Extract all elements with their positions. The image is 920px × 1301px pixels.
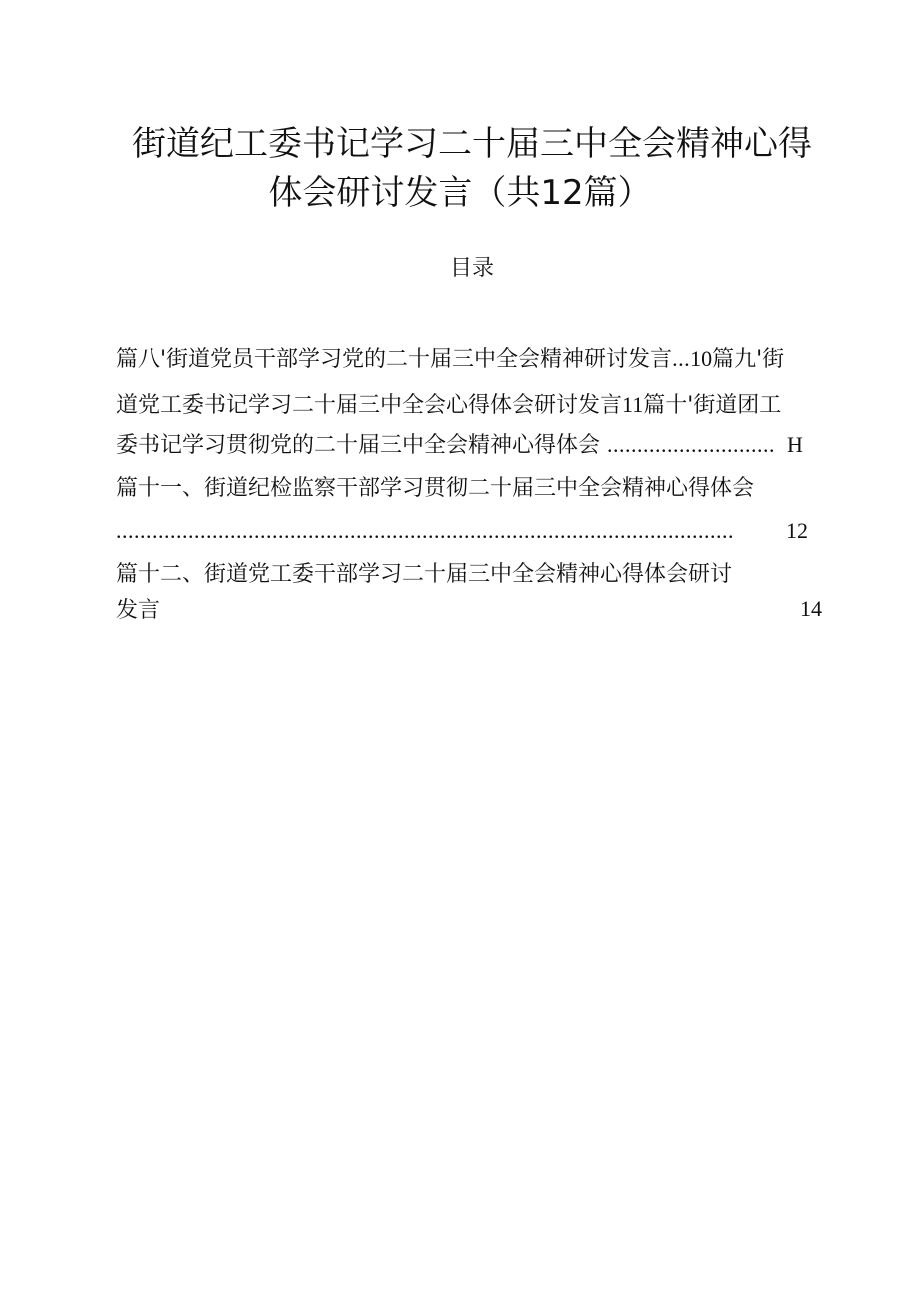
- toc-line: [116, 560, 732, 590]
- toc-page-number: 11: [622, 392, 644, 417]
- toc-line: [116, 596, 160, 626]
- toc-leader-dots: ............................: [607, 432, 776, 457]
- toc-line: [116, 474, 754, 504]
- toc-entry-text: 篇九'街: [712, 347, 785, 372]
- document-title-line-1: 街道纪工委书记学习二十届三中全会精神心得: [132, 124, 812, 164]
- toc-line: [116, 430, 775, 461]
- toc-entry-text: 篇八'街道党员干部学习党的二十届三中全会精神研讨发言: [116, 347, 673, 372]
- toc-entry-text: 篇十一、街道纪检监察干部学习贯彻二十届三中全会精神心得体会: [116, 476, 755, 501]
- toc-entry-text: 篇十'街道团工: [643, 393, 782, 418]
- toc-page-number: 10: [690, 346, 713, 371]
- toc-entry-text: 发言: [116, 598, 161, 623]
- toc-line: [116, 344, 784, 375]
- document-title-line-2: 体会研讨发言（共12篇）: [268, 173, 652, 213]
- toc-entry-text: 道党工委书记学习二十届三中全会心得体会研讨发言: [116, 393, 623, 418]
- toc-entry-text: 篇十二、街道党工委干部学习二十届三中全会精神心得体会研讨: [116, 562, 733, 587]
- toc-line: [116, 516, 734, 547]
- toc-leader-dots: ...: [672, 346, 691, 371]
- toc-page-number: 14: [800, 596, 822, 621]
- toc-line: [116, 390, 781, 421]
- toc-heading: 目录: [449, 256, 494, 281]
- toc-page-number: H: [787, 432, 803, 457]
- toc-leader-dots: .......................................................................................................: [116, 518, 734, 543]
- toc-entry-text: 委书记学习贯彻党的二十届三中全会精神心得体会: [116, 433, 601, 458]
- toc-page-number: 12: [786, 518, 808, 543]
